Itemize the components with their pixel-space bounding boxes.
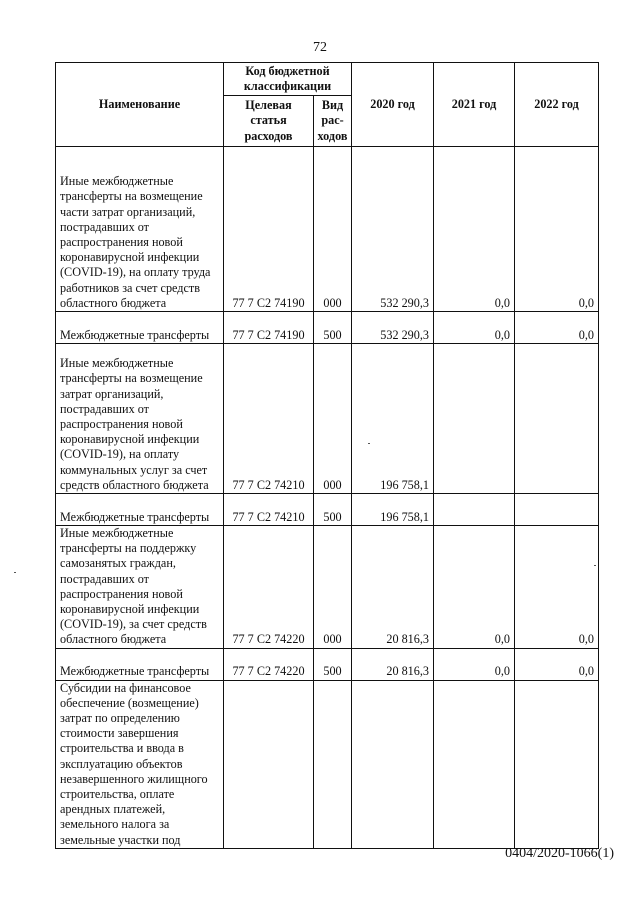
row-2021 (434, 344, 515, 494)
row-2020: 196 758,1 (352, 494, 434, 526)
row-vid: 000 (314, 147, 352, 312)
scan-speck (368, 443, 370, 444)
row-2020: 532 290,3 (352, 147, 434, 312)
row-2022: 0,0 (515, 648, 599, 680)
row-2022: 0,0 (515, 147, 599, 312)
header-2022: 2022 год (515, 63, 599, 147)
row-2021: 0,0 (434, 648, 515, 680)
row-name: Межбюджетные трансферты (56, 648, 224, 680)
table-row (56, 494, 599, 526)
table-row (56, 526, 599, 649)
row-code (224, 680, 314, 848)
row-code: 77 7 C2 74210 (224, 494, 314, 526)
row-2020: 20 816,3 (352, 526, 434, 649)
row-vid: 500 (314, 494, 352, 526)
table-row (56, 344, 599, 494)
header-2020: 2020 год (352, 63, 434, 147)
header-kbk: Код бюджетной классификации (224, 63, 352, 96)
row-2022 (515, 494, 599, 526)
row-2022: 0,0 (515, 312, 599, 344)
row-code: 77 7 C2 74220 (224, 526, 314, 649)
table-row (56, 648, 599, 680)
row-2022 (515, 344, 599, 494)
table-header (56, 63, 599, 147)
row-name: Межбюджетные трансферты (56, 494, 224, 526)
row-name: Иные межбюджетные трансферты на поддержку самозанятых граждан, пострадавших от распространения новой коронавирусной инфекции (COVID-19), за счет средств областного бюджета (56, 526, 224, 649)
row-2020: 20 816,3 (352, 648, 434, 680)
scan-speck (14, 572, 16, 573)
row-code: 77 7 C2 74210 (224, 344, 314, 494)
table-row (56, 312, 599, 344)
row-code: 77 7 C2 74190 (224, 147, 314, 312)
table-row (56, 147, 599, 312)
table-row (56, 680, 599, 848)
row-code: 77 7 C2 74190 (224, 312, 314, 344)
header-2021: 2021 год (434, 63, 515, 147)
row-2022 (515, 680, 599, 848)
row-vid (314, 680, 352, 848)
scan-speck (594, 565, 596, 566)
document-code: 0404/2020-1066(1) (505, 846, 614, 861)
row-2021: 0,0 (434, 147, 515, 312)
row-2020 (352, 680, 434, 848)
row-2022: 0,0 (515, 526, 599, 649)
row-vid: 000 (314, 344, 352, 494)
row-name: Субсидии на финансовое обеспечение (возмещение) затрат по определению стоимости завершения строительства и ввода в эксплуатацию объектов незавершенного жилищного строительства, оплате арендных платежей, земельного налога за земельные участки под (56, 680, 224, 848)
row-2020: 196 758,1 (352, 344, 434, 494)
row-2021 (434, 494, 515, 526)
row-vid: 500 (314, 312, 352, 344)
row-name: Межбюджетные трансферты (56, 312, 224, 344)
row-code: 77 7 C2 74220 (224, 648, 314, 680)
row-2020: 532 290,3 (352, 312, 434, 344)
header-vid: Вид рас-ходов (314, 96, 352, 147)
header-name: Наименование (56, 63, 224, 147)
row-name: Иные межбюджетные трансферты на возмещение затрат организаций, пострадавших от распространения новой коронавирусной инфекции (COVID-19), на оплату коммунальных услуг за счет средств областного бюджета (56, 344, 224, 494)
row-vid: 500 (314, 648, 352, 680)
page-number: 72 (313, 40, 327, 55)
budget-table (55, 62, 599, 849)
row-name: Иные межбюджетные трансферты на возмещение части затрат организаций, пострадавших от распространения новой коронавирусной инфекции (COVID-19), на оплату труда работников за счет средств областного бюджета (56, 147, 224, 312)
row-vid: 000 (314, 526, 352, 649)
header-target: Целевая статья расходов (224, 96, 314, 147)
row-2021: 0,0 (434, 526, 515, 649)
row-2021: 0,0 (434, 312, 515, 344)
row-2021 (434, 680, 515, 848)
